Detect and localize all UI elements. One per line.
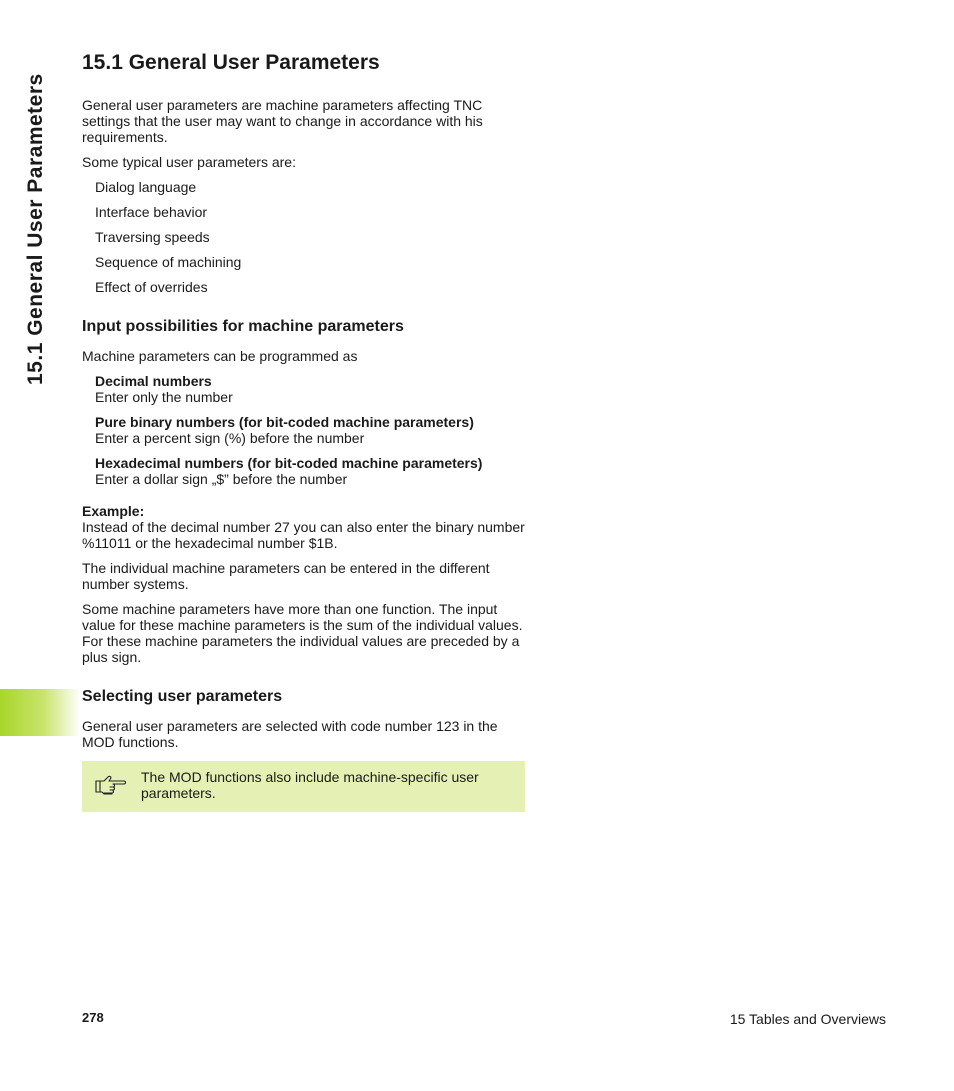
list-item: Sequence of machining bbox=[95, 254, 242, 270]
selecting-paragraph: General user parameters are selected with code number 123 in the MOD functions. bbox=[82, 718, 498, 750]
chapter-footer: 15 Tables and Overviews bbox=[729, 1011, 886, 1027]
section-heading-selecting: Selecting user parameters bbox=[82, 688, 283, 705]
typical-parameters-list bbox=[82, 179, 526, 295]
note-box bbox=[82, 761, 525, 812]
example-label: Example: bbox=[82, 503, 145, 519]
list-item: Effect of overrides bbox=[95, 279, 208, 295]
intro-paragraph: General user parameters are machine parameters affecting TNC settings that the user may want to change in accordance with his requirements. bbox=[82, 97, 483, 145]
option-desc: Enter a dollar sign „$” before the number bbox=[95, 471, 348, 487]
list-item: Interface behavior bbox=[95, 204, 208, 220]
section-heading-input: Input possibilities for machine parameters bbox=[82, 318, 404, 335]
option-desc: Enter a percent sign (%) before the number bbox=[95, 430, 365, 446]
example-text: Instead of the decimal number 27 you can also enter the binary number %11011 or the hexadecimal number $1B. bbox=[82, 519, 525, 551]
chapter-tab-marker bbox=[0, 689, 80, 736]
typical-label: Some typical user parameters are: bbox=[82, 154, 296, 170]
option-title: Pure binary numbers (for bit-coded machine parameters) bbox=[95, 414, 474, 430]
side-chapter-title: 15.1 General User Parameters bbox=[24, 73, 47, 385]
example-block bbox=[82, 503, 526, 551]
page-title: 15.1 General User Parameters bbox=[82, 51, 380, 74]
option-item bbox=[95, 373, 526, 405]
main-content bbox=[82, 50, 526, 759]
option-desc: Enter only the number bbox=[95, 389, 233, 405]
list-item: Traversing speeds bbox=[95, 229, 210, 245]
option-item bbox=[95, 414, 526, 446]
option-title: Decimal numbers bbox=[95, 373, 212, 389]
input-options bbox=[95, 373, 526, 487]
note-text: The MOD functions also include machine-specific user parameters. bbox=[141, 769, 479, 801]
list-item: Dialog language bbox=[95, 179, 197, 195]
number-systems-paragraph: The individual machine parameters can be entered in the different number systems. bbox=[82, 560, 490, 592]
option-title: Hexadecimal numbers (for bit-coded machine parameters) bbox=[95, 455, 483, 471]
pointing-hand-icon bbox=[94, 772, 128, 796]
option-item bbox=[95, 455, 526, 487]
input-lead: Machine parameters can be programmed as bbox=[82, 348, 358, 364]
page-number: 278 bbox=[82, 1010, 104, 1025]
multi-function-paragraph: Some machine parameters have more than one function. The input value for these machine parameters is the sum of the individual values. For these machine parameters the individual values are preceded by a plus sign. bbox=[82, 601, 523, 665]
